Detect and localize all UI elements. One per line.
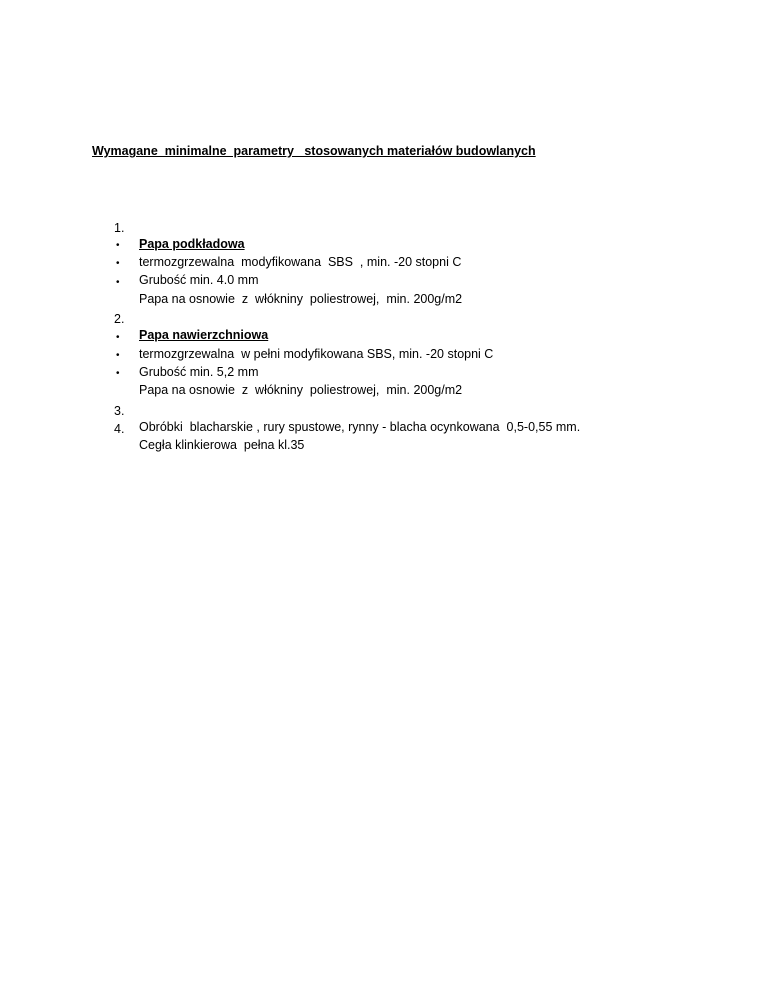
section-heading-row [0,204,768,251]
bullet-icon: • [116,332,120,343]
list-number: 4. [114,422,125,436]
section-heading: Papa podkładowa [139,237,245,251]
list-item-text: Papa na osnowie z włókniny poliestrowej, min. 200g/m2 [139,383,463,397]
section-heading-row [0,295,768,342]
numbered-item-text: Obróbki blacharskie , rury spustowe, rynny - blacha ocynkowana 0,5-0,55 mm. [139,420,581,434]
list-item-text: Papa na osnowie z włókniny poliestrowej, min. 200g/m2 [139,292,463,306]
numbered-item-text: Cegła klinkierowa pełna kl.35 [139,438,305,452]
bullet-icon: • [116,277,120,288]
list-number: 3. [114,404,125,418]
list-item-text: Grubość min. 4.0 mm [139,273,259,287]
bullet-icon: • [116,258,120,269]
list-item-text: termozgrzewalna modyfikowana SBS , min. -20 stopni C [139,255,462,269]
bullet-icon: • [116,350,120,361]
numbered-item [0,387,768,434]
list-item-text: termozgrzewalna w pełni modyfikowana SBS, min. -20 stopni C [139,347,494,361]
section-heading: Papa nawierzchniowa [139,328,269,342]
list-number: 1. [114,221,125,235]
bullet-icon: • [116,240,120,251]
document-title: Wymagane minimalne parametry stosowanych materiałów budowlanych [92,144,536,158]
bullet-icon: • [116,368,120,379]
list-number: 2. [114,312,125,326]
list-item-text: Grubość min. 5,2 mm [139,365,259,379]
